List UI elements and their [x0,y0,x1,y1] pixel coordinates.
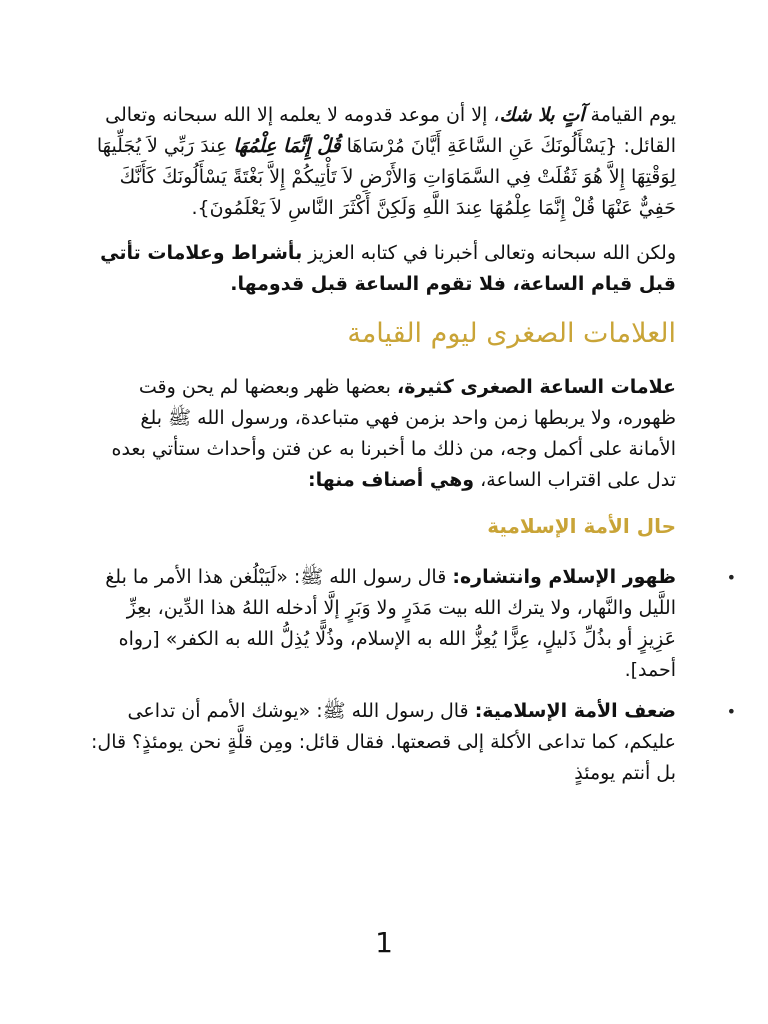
minor-signs-text: بعضها ظهر وبعضها لم يحن وقت ظهوره، ولا يربطها زمن واحد بزمن فهي متباعدة، ورسول الله ﷺ بلغ الأمانة على أكمل وجه، من ذلك ما أخبرنا به عن فتن وأحداث ستأتي بعده تدل على اقتراب الساعة، [111,376,676,491]
list-item-text: قال رسول الله ﷺ: «لَيَبْلُغن هذا الأمر ما بلغ اللَّيل والنَّهار، ولا يترك الله بيت مَدَرٍ ولا وَبَرٍ إلَّا أدخله اللهُ هذا الدِّين، بعِزِّ عَزِيزٍ أو بذُلِّ ذَليلٍ، عِزًّا يُعِزُّ الله به الإسلام، وذُلًّا يُذِلُّ الله به الكفر» [رواه أحمد]. [105,566,676,681]
intro-emphasis-2: قُلْ إِنَّمَا عِلْمُهَا [233,135,341,157]
intro-text-1: يوم القيامة [584,104,676,126]
page-number: 1 [375,926,393,959]
minor-signs-paragraph [90,372,676,496]
list-item [90,562,736,686]
signs-text: ولكن الله سبحانه وتعالى أخبرنا في كتابه العزيز [302,242,676,264]
bullet-list [90,562,736,789]
bullet-icon: • [726,568,736,587]
document-page [90,100,736,799]
subsection-title: حال الأمة الإسلامية [487,514,676,538]
signs-paragraph [90,238,676,300]
list-item-title: ضعف الأمة الإسلامية: [474,700,676,722]
list-item-text: قال رسول الله ﷺ: «يوشك الأمم أن تداعى عليكم، كما تداعى الأكلة إلى قصعتها. فقال قائل: ومِن قلَّةٍ نحن يومئذٍ؟ قال: بل أنتم يومئذٍ [90,700,676,784]
intro-emphasis-1: آتٍ بلا شك [499,104,585,126]
intro-paragraph [90,100,676,224]
section-title: العلامات الصغرى ليوم القيامة [347,318,676,349]
signs-emphasis: بأشراط وعلامات تأتي قبل قيام الساعة، فلا تقوم الساعة قبل قدومها. [100,242,676,295]
bullet-icon: • [726,702,736,721]
intro-text-3: عِندَ رَبِّي لاَ يُجَلِّيهَا لِوَقْتِهَا إِلاَّ هُوَ ثَقُلَتْ فِي السَّمَاوَاتِ وَالأَرْضِ لاَ تَأْتِيكُمْ إِلاَّ بَغْتَةً يَسْأَلُونَكَ كَأَنَّكَ حَفِيٌّ عَنْهَا قُلْ إِنَّمَا عِلْمُهَا عِندَ اللَّهِ وَلَكِنَّ أَكْثَرَ النَّاسِ لاَ يَعْلَمُونَ}. [96,135,676,219]
list-item [90,696,736,789]
minor-signs-ending: وهي أصناف منها: [308,469,475,491]
minor-signs-emphasis: علامات الساعة الصغرى كثيرة، [397,376,676,398]
list-item-title: ظهور الإسلام وانتشاره: [452,566,676,588]
intro-text-2: ، إلا أن موعد قدومه لا يعلمه إلا الله سبحانه وتعالى القائل: {يَسْأَلُونَكَ عَنِ السَّاعَةِ أَيَّانَ مُرْسَاهَا [105,104,676,157]
